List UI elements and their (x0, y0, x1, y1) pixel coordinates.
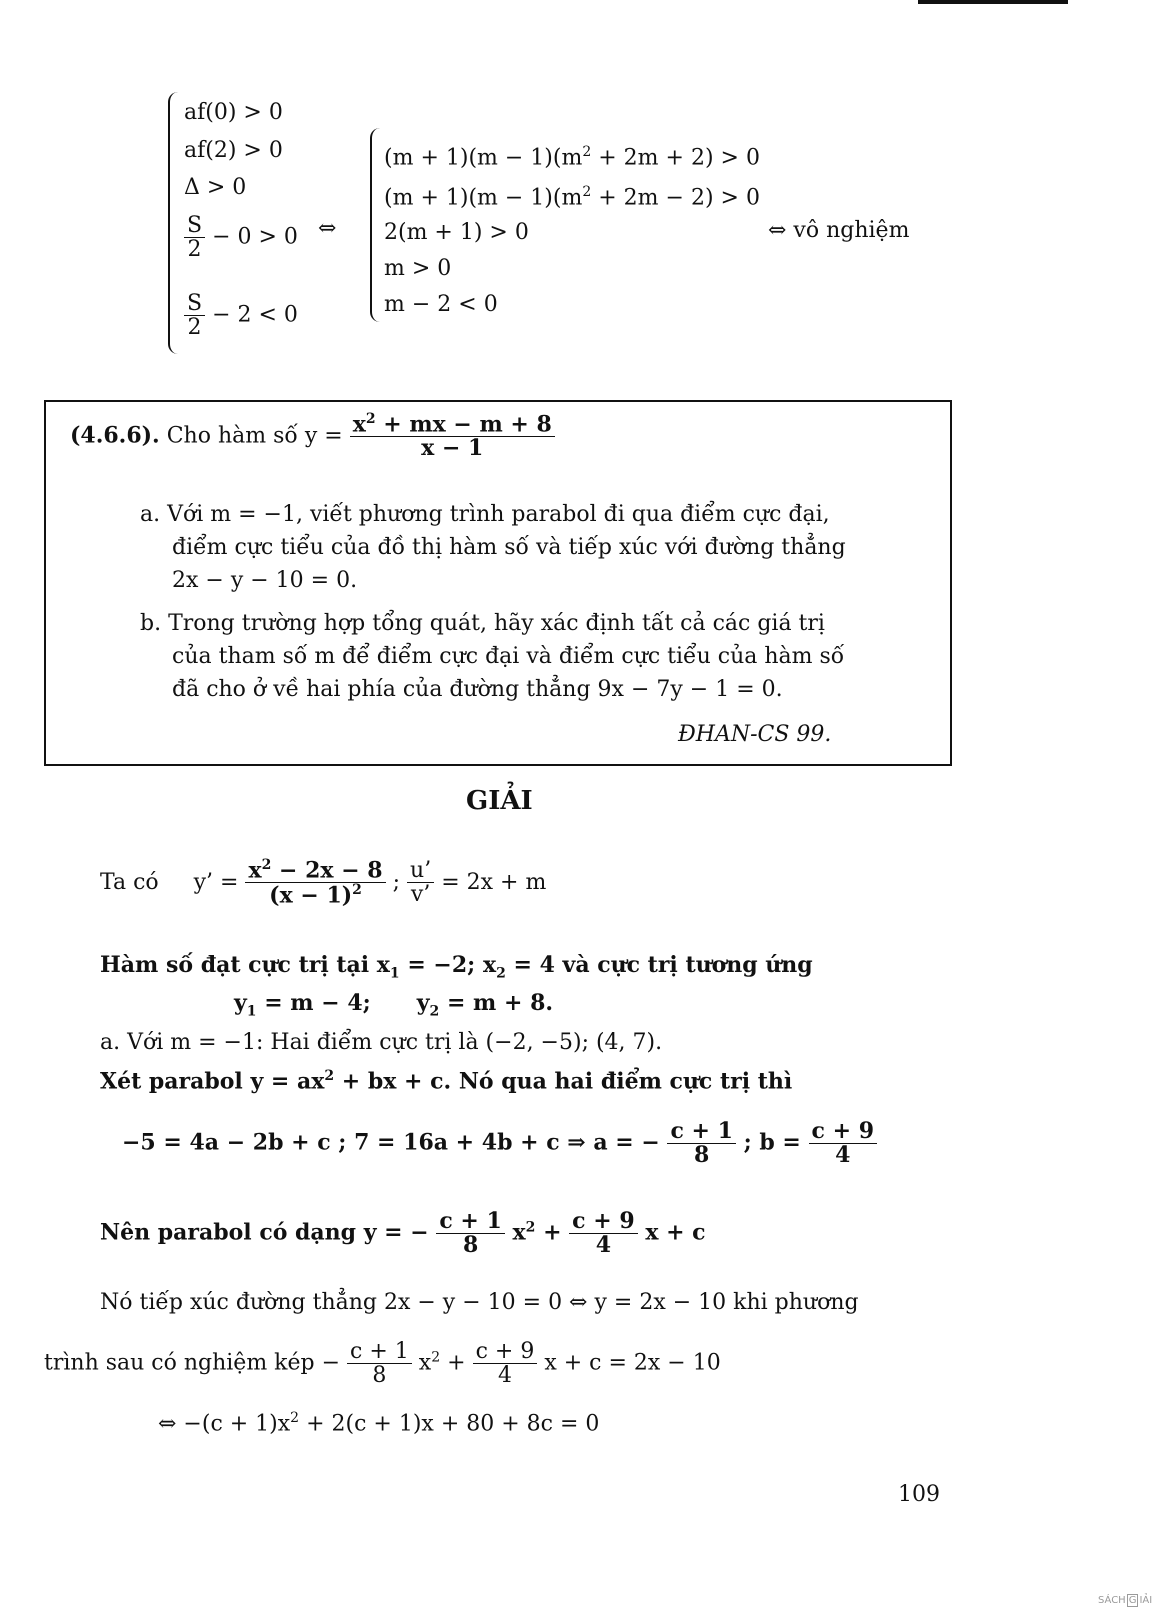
part-a-line-3: 2x − y − 10 = 0. (172, 568, 358, 593)
problem-statement: (4.6.6). Cho hàm số y = $\frac{x^2 + mx - m + 8}{x - 1}$ (70, 412, 555, 461)
right-line-3: 2(m + 1) > 0 (384, 220, 529, 245)
solution-line-1: Ta có y’ = $\frac{x^2 - 2x - 8}{(x - 1)^2}$ ; $\frac{u’}{v’}$ = 2x + m (100, 857, 547, 909)
solution-line-9: trình sau có nghiệm kép − $\frac{c + 1}{8}$ $x^2$ + $\frac{c + 9}{4}$ x + c = 2x − 10 (44, 1339, 721, 1389)
left-line-3: Δ > 0 (184, 175, 247, 200)
right-line-1: $(m + 1)(m - 1)(m^2 + 2m + 2) > 0$ (384, 144, 760, 171)
right-line-2: $(m + 1)(m - 1)(m^2 + 2m - 2) > 0$ (384, 184, 760, 211)
part-a-line-2: điểm cực tiểu của đồ thị hàm số và tiếp xúc với đường thẳng (172, 535, 846, 560)
left-line-1: af(0) > 0 (184, 100, 283, 125)
left-line-2: af(2) > 0 (184, 138, 283, 163)
part-b-line-2: của tham số m để điểm cực đại và điểm cực tiểu của hàm số (172, 644, 845, 669)
left-line-5: $\frac{S}{2}$ − 2 < 0 (184, 292, 298, 339)
part-b-line-3: đã cho ở về hai phía của đường thẳng 9x − 7y − 1 = 0. (172, 677, 783, 702)
solution-line-10: ⇔ $-(c + 1)x^2 + 2(c + 1)x + 80 + 8c = 0$ (158, 1410, 600, 1437)
solution-line-7: Nên parabol có dạng y = − $\frac{c + 1}{8}$ $x^2$ + $\frac{c + 9}{4}$ x + c (100, 1208, 706, 1259)
equivalence-arrow: ⇔ (318, 216, 337, 241)
right-line-5: m − 2 < 0 (384, 292, 498, 317)
solution-heading: GIẢI (466, 786, 533, 816)
solution-line-2: Hàm số đạt cực trị tại $x_1 = -2$; $x_2 = 4$ và cực trị tương ứng (100, 952, 813, 982)
solution-line-8: Nó tiếp xúc đường thẳng 2x − y − 10 = 0 ⇔ y = 2x − 10 khi phương (100, 1290, 859, 1315)
solution-line-3: $y_1 = m - 4$; $y_2 = m + 8$. (234, 990, 554, 1020)
page-number: 109 (898, 1482, 940, 1507)
solution-line-4: a. Với m = −1: Hai điểm cực trị là (−2, −5); (4, 7). (100, 1030, 663, 1055)
right-line-4: m > 0 (384, 256, 452, 281)
left-brace (168, 92, 180, 354)
watermark-logo: SÁCH G IẢI (1098, 1595, 1153, 1606)
right-brace (370, 128, 382, 322)
part-a-line-1: a. Với m = −1, viết phương trình parabol đi qua điểm cực đại, (140, 502, 830, 527)
problem-source: ĐHAN-CS 99. (678, 722, 832, 747)
no-solution-text: ⇔ vô nghiệm (768, 218, 910, 243)
solution-line-6: −5 = 4a − 2b + c ; 7 = 16a + 4b + c ⇒ a = − $\frac{c + 1}{8}$ ; b = $\frac{c + 9}{4}$ (122, 1120, 877, 1167)
part-b-line-1: b. Trong trường hợp tổng quát, hãy xác định tất cả các giá trị (140, 611, 825, 636)
top-rule (918, 0, 1068, 4)
left-line-4: $\frac{S}{2}$ − 0 > 0 (184, 214, 298, 261)
solution-line-5: Xét parabol $y = ax^2$ + bx + c. Nó qua hai điểm cực trị thì (100, 1068, 793, 1095)
